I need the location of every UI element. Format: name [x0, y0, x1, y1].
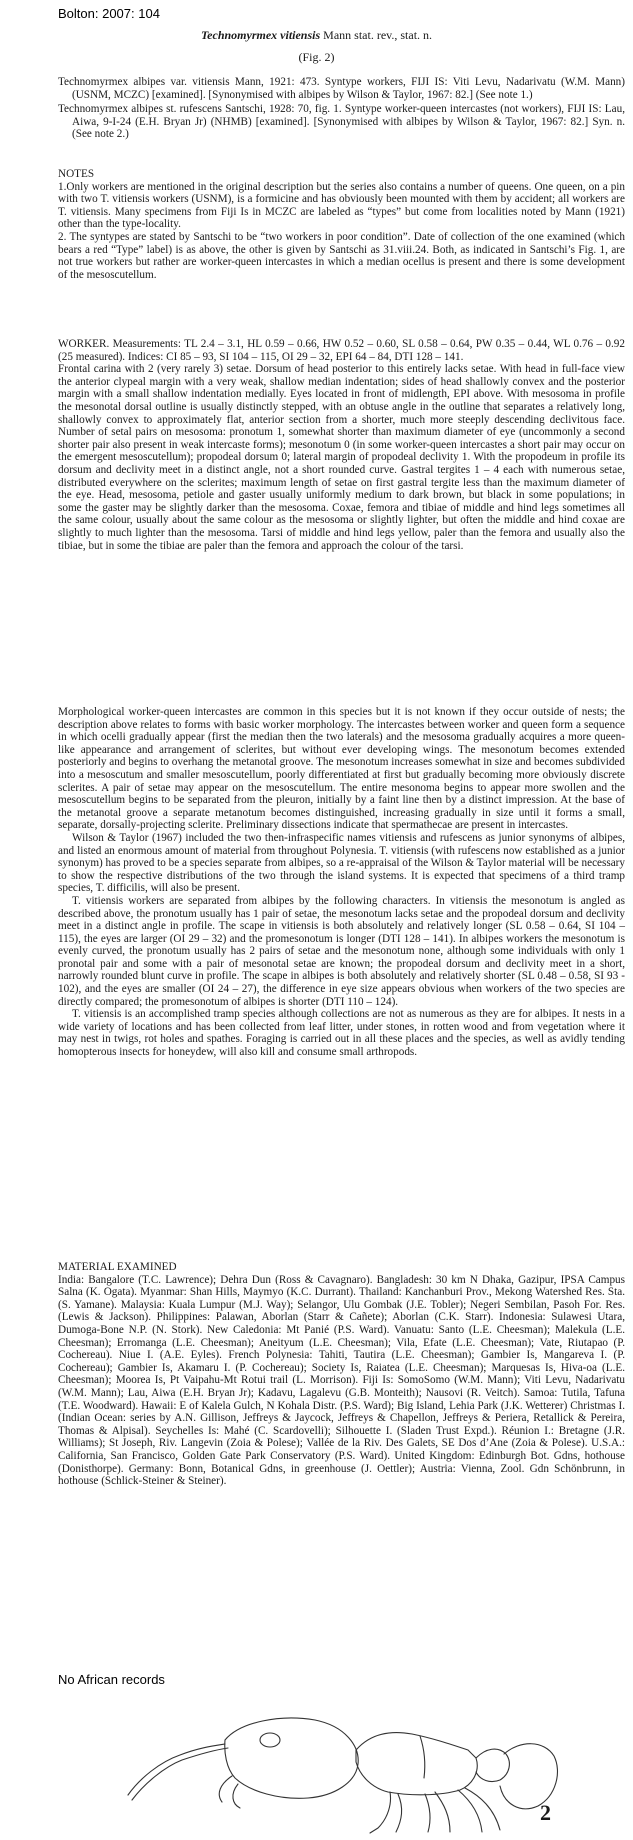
- synonym-entry: Technomyrmex albipes st. rufescens Santschi, 1928: 70, fig. 1. Syntype worker-queen intercastes (not workers), FIJI IS: Lau, Aiwa, 9-I-24 (E.H. Bryan Jr) (NHMB) [examined]. [Synonymised with albipes by Wilson & Taylor, 1967: 82.] Syn. n. (See note 2.): [58, 103, 625, 141]
- eye-drawing: [260, 1733, 280, 1747]
- worker-description-text: Frontal carina with 2 (very rarely 3) setae. Dorsum of head posterior to this entirely lacks setae. With head in full-face view the anterior clypeal margin with a very weak, shallow median indentation; sides of head shallowly convex and the posterior margin with a small shallow indentation medially. Eyes located in front of midlength, EPI above. With mesosoma in profile the mesonotal dorsal outline is usually distinctly stepped, with an obtuse angle in the outline that separates a relatively long, shallowly convex to approximately flat, anterior section from a shorter, much more steeply descending declivitous face. Number of setal pairs on mesosoma: pronotum 1, somewhat shorter than maximum diameter of eye (uncommonly a second shorter pair also present in weak intercaste forms); mesonotum 0 (in some worker-queen intercastes a short pair may occur on the emergent mesoscutellum); propodeal dorsum 0; lateral margin of propodeal declivity 1. With the propodeum in profile its dorsum and declivity meet in a distinct angle, not a short rounded curve. Gastral tergites 1 – 4 each with numerous setae, distributed everywhere on the sclerites; maximum length of setae on first gastral tergite less than the maximum diameter of the eye. Head, mesosoma, petiole and gaster usually uniformly medium to dark brown, but black in some populations; in some the gaster may be slightly darker than the mesosoma. Coxae, femora and tibiae of middle and hind legs sometimes all the same colour, usually about the same colour as the mesosoma or slightly lighter, but often the middle and hind coxae are slightly to much lighter than the mesosoma. Tarsi of middle and hind legs yellow, paler than the femora and usually also the tibiae, but in some the tibiae are paler than the femora and approach the colour of the tarsi.: [58, 363, 625, 552]
- synonym-entry: Technomyrmex albipes var. vitiensis Mann, 1921: 473. Syntype workers, FIJI IS: Viti Levu, Nadarivatu (W.M. Mann) (USNM, MCZC) [examined]. [Synonymised with albipes by Wilson & Taylor, 1967: 82.] (See note 1.): [58, 76, 625, 101]
- leg-drawing: [370, 1792, 391, 1833]
- material-heading: MATERIAL EXAMINED: [58, 1261, 177, 1273]
- species-name: Technomyrmex vitiensis: [200, 28, 321, 42]
- notes-heading: NOTES: [58, 168, 95, 180]
- worker-description: [58, 338, 625, 552]
- note-item: 2. The syntypes are stated by Santschi to be “two workers in poor condition”. Date of collection of the one examined (which bears a red “Type” label) is as above, the other is given by Santschi as 31.viii.24. Both, as indicated in Santschi’s Fig. 1, are not true workers but rather are worker-queen intercastes in which a median ocellus is present and there is some development of the mesoscutellum.: [58, 230, 625, 281]
- material-list: India: Bangalore (T.C. Lawrence); Dehra Dun (Ross & Cavagnaro). Bangladesh: 30 km N Dhaka, Gazipur, IPSA Campus Salna (K. Ogata). Myanmar: Shan Hills, Maymyo (K.C. Durrant). Thailand: Kanchanburi Prov., Mekong Watershed Res. Sta. (S. Yamane). Malaysia: Kuala Lumpur (M.J. Way); Selangor, Ulu Gombak (J.E. Tobler); Negeri Sembilan, Pasoh For. Res. (Lewis & Jackson). Philippines: Palawan, Aborlan (Starr & Cañete); Aborlan (C.K. Starr). Indonesia: Sulawesi Utara, Dumoga-Bone N.P. (N. Stork). New Caledonia: Mt Panié (P.S. Ward). Vanuatu: Santo (L.E. Cheesman); Malekula (L.E. Cheesman); Erromanga (L.E. Cheesman); Aneityum (L.E. Cheesman); Vila, Efate (L.E. Cheesman); Vate, Riutapao (P. Cochereau). Niue I. (A.E. Eyles). French Polynesia: Tahiti, Tautira (L.E. Cheesman); Gambier Is, Mangareva I. (P. Cochereau); Gambier Is, Akamaru I. (P. Cochereau); Society Is, Raiatea (L.E. Cheesman); Marquesas Is, Hiva-oa (L.E. Cheesman); Moorea Is, Pt Vaipahu-Mt Rotui trail (L. Morrison). Fiji Is: SomoSomo (W.M. Mann); Viti Levu, Nadarivatu (W.M. Mann); Lau, Aiwa (E.H. Bryan Jr); Kadavu, Lagalevu (G.B. Monteith); Nausovi (R. Veitch). Samoa: Tutila, Tafuna (T.E. Woodward). Hawaii: E of Kalela Gulch, N Kohala Distr. (P.S. Ward); Big Island, Lehia Park (J.K. Wetterer) Christmas I. (Indian Ocean: series by A.N. Gillison, Jeffreys & Jaycock, Jeffreys & Chapellon, Jeffreys & Periera, Retallick & Pereira, Thomas & Alpisal). Seychelles Is: Mahé (C. Scardovelli); Silhouette I. (Sladen Trust Expd.). Réunion I.: Bretagne (J.R. Williams); St Joseph, Riv. Langevin (Zoia & Polese); Vallée de la Riv. Des Galets, SE Dos d’Ane (Zoia & Polese). U.S.A.: California, San Francisco, Golden Gate Park Conservatory (P.S. Ward). United Kingdom: Edinburgh Bot. Gdns, hothouse (Donisthorpe). Germany: Bonn, Botanical Gdns, in greenhouse (J. Oettler); Austria: Vienna, Zool. Gdn Schönbrunn, in hothouse (Schlick-Steiner & Steiner).: [58, 1273, 625, 1488]
- species-title: [0, 28, 633, 43]
- mesosoma-drawing: [356, 1733, 477, 1795]
- discussion-paragraph: T. vitiensis workers are separated from albipes by the following characters. In vitiensis the mesonotum is angled as described above, the pronotum usually has 1 pair of setae, the mesonotum lacks setae and the propodeal dorsum and declivity meet in a distinct angle in profile. The scape in vitiensis is both absolutely and relatively longer (SL 0.58 – 0.64, SI 104 – 115), the eyes are larger (OI 29 – 32) and the promesonotum is longer (DTI 128 – 141). In albipes workers the mesonotum is evenly curved, the pronotum usually has 2 pairs of setae and the mesonotum none, although some individuals with only 1 pronotal pair and some with a pair of mesonotal setae are known; the propodeal dorsum and declivity meet in a short, narrowly rounded blunt curve in profile. The scape in albipes is both absolutely and relatively shorter (SL 0.48 – 0.58, SI 93 - 102), and the eyes are smaller (OI 24 – 27), the difference in eye size appears obvious when workers of the two species are directly compared; the promesonotum of albipes is shorter (DTI 110 – 124).: [58, 894, 625, 1008]
- figure-number: 2: [540, 1800, 551, 1825]
- discussion-paragraph: Wilson & Taylor (1967) included the two then-infraspecific names vitiensis and rufescens as junior synonyms of albipes, and listed an enormous amount of material from throughout Polynesia. T. vitiensis (with rufescens now established as a junior synonym) has proved to be a species separate from albipes, so a re-appraisal of the Wilson & Taylor material will be necessary to show the respective distributions of the two through the island systems. It is expected that specimens of a third tramp species, T. difficilis, will also be present.: [58, 831, 625, 895]
- notes-section: [58, 168, 625, 281]
- synonymy-block: [58, 76, 625, 143]
- citation-header: Bolton: 2007: 104: [58, 6, 160, 21]
- discussion-paragraph: T. vitiensis is an accomplished tramp species although collections are not as numerous as they are for albipes. It nests in a wide variety of locations and has been collected from leaf litter, under stones, in rotten wood and from vegetation where it may nest in twigs, rot holes and spathes. Foraging is carried out in all these places and the species, as well as avidly tending homopterous insects for honeydew, will also kill and consume small arthropods.: [58, 1008, 625, 1059]
- head-drawing: [225, 1718, 358, 1798]
- no-african-records-note: No African records: [58, 1672, 165, 1687]
- ant-profile-illustration: [120, 1700, 560, 1835]
- species-author-status: Mann stat. rev., stat. n.: [320, 28, 433, 42]
- note-item: 1.Only workers are mentioned in the original description but the series also contains a number of queens. One queen, on a pin with two T. vitiensis workers (USNM), is a formicine and has obviously been mounted with them by accident; all workers are T. vitiensis. Many specimens from Fiji Is in MCZC are labeled as “types” but come from localities noted by Mann (1921) other than the type-locality.: [58, 180, 625, 231]
- material-examined-section: [58, 1261, 625, 1488]
- worker-measurements: WORKER. Measurements: TL 2.4 – 3.1, HL 0.59 – 0.66, HW 0.52 – 0.60, SL 0.58 – 0.64, PW 0.35 – 0.44, WL 0.76 – 0.92 (25 measured). Indices: CI 85 – 93, SI 104 – 115, OI 29 – 32, EPI 64 – 84, DTI 128 – 141.: [58, 338, 625, 363]
- figure-reference: (Fig. 2): [298, 50, 335, 64]
- discussion-section: [58, 706, 625, 1059]
- discussion-paragraph: Morphological worker-queen intercastes are common in this species but it is not known if they occur outside of nests; the description above relates to forms with basic worker morphology. The intercastes between worker and queen form a sequence in which ocelli gradually appear (first the median then the two laterals) and the mesosoma gradually acquires a more queen-like appearance and arrangement of sclerites, but without ever developing wings. The mesonotum becomes extended posteriorly and begins to overhang the metanotal groove. The mesonotum increases somewhat in size and becomes subdivided into a mesoscutum and smaller mesoscutellum, poorly differentiated at first but gradually becoming more obviously discrete sclerites. A pair of setae may appear on the mesoscutellum. The entire mesonoma begins to appear more swollen and the mesoscutellum begins to be separated from the pleuron, initially by a faint line then by a distinct impression. At the base of the metanotal groove a separate metanotum becomes distinguished, increasing gradually in size until it forms a small, separate, dorsally-projecting sclerite. Preliminary dissections indicate that spermathecae are present in intercastes.: [58, 706, 625, 832]
